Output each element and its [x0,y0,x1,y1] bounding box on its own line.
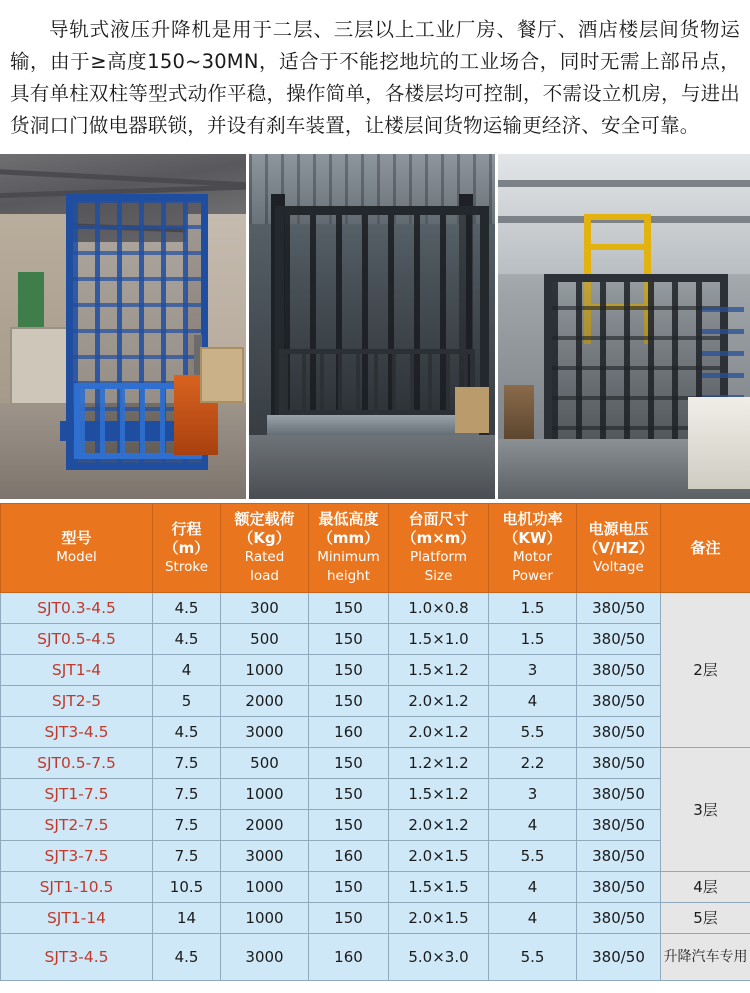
table-row [1,841,750,872]
cell-voltage: 380/50 [577,779,661,810]
cell-voltage: 380/50 [577,717,661,748]
cell-min-height: 150 [309,872,389,903]
table-row [1,655,750,686]
col-header-load-cn: 额定载荷 [234,510,295,528]
table-row [1,717,750,748]
cell-power: 5.5 [489,841,577,872]
cell-remark: 5层 [661,903,750,934]
metal-drum [504,385,534,439]
cell-stroke: 7.5 [153,748,221,779]
col-header-voltage [577,504,661,593]
col-header-minh-en2: height [326,568,371,584]
col-header-minh-cn: 最低高度 [318,510,379,528]
cell-power: 4 [489,810,577,841]
cell-load: 2000 [221,810,309,841]
cell-model: SJT1-7.5 [1,779,153,810]
ceiling-beam [498,180,750,187]
col-header-voltage-cn: 电源电压 [588,519,649,538]
cell-power: 3 [489,655,577,686]
cell-voltage: 380/50 [577,841,661,872]
cell-power: 4 [489,903,577,934]
cell-min-height: 160 [309,841,389,872]
product-description [0,0,750,148]
cell-platform: 2.0×1.5 [389,841,489,872]
table-header-row [1,504,750,593]
cell-platform: 1.5×1.0 [389,624,489,655]
cell-load: 500 [221,624,309,655]
cell-load: 1000 [221,779,309,810]
col-header-minh-en1: Minimum [317,549,380,565]
cell-power: 5.5 [489,717,577,748]
cell-load: 500 [221,748,309,779]
col-header-power-en2: Power [512,568,553,584]
col-header-model-cn: 型号 [61,529,92,547]
cell-voltage: 380/50 [577,872,661,903]
cell-power: 5.5 [489,934,577,981]
cell-model: SJT0.5-4.5 [1,624,153,655]
cell-min-height: 150 [309,779,389,810]
col-header-stroke-cn: 行程 [171,519,202,538]
col-header-stroke-unit: （m） [163,538,210,557]
cell-power: 3 [489,779,577,810]
cell-min-height: 150 [309,903,389,934]
col-header-platform-cn: 台面尺寸 [408,510,469,528]
cell-min-height: 150 [309,810,389,841]
cell-remark: 3层 [661,748,750,872]
cell-load: 3000 [221,934,309,981]
cell-voltage: 380/50 [577,593,661,624]
col-header-platform-en2: Size [424,568,453,584]
cell-stroke: 4.5 [153,717,221,748]
cell-min-height: 150 [309,624,389,655]
cell-min-height: 150 [309,748,389,779]
col-header-rated-load [221,504,309,593]
col-header-power-unit: （KW） [503,529,562,547]
col-header-platform-size [389,504,489,593]
cell-stroke: 7.5 [153,810,221,841]
col-header-load-en2: load [250,568,279,584]
cell-voltage: 380/50 [577,810,661,841]
cell-model: SJT0.5-7.5 [1,748,153,779]
cell-power: 1.5 [489,624,577,655]
cell-platform: 1.5×1.2 [389,655,489,686]
table-row [1,810,750,841]
cell-platform: 2.0×1.5 [389,903,489,934]
col-header-platform-en1: Platform [410,549,467,565]
table-row [1,686,750,717]
cell-min-height: 150 [309,686,389,717]
col-header-platform-unit: （m×m） [401,529,476,547]
cell-stroke: 7.5 [153,779,221,810]
col-header-load-unit: （Kg） [238,529,291,547]
cell-model: SJT3-4.5 [1,717,153,748]
cell-stroke: 14 [153,903,221,934]
floor [249,435,495,499]
cell-remark: 升降汽车专用 [661,934,750,981]
cell-load: 2000 [221,686,309,717]
cell-stroke: 4.5 [153,934,221,981]
cell-voltage: 380/50 [577,934,661,981]
table-row [1,934,750,981]
cell-voltage: 380/50 [577,655,661,686]
col-header-remark [661,504,750,593]
specification-table [0,503,750,981]
cell-min-height: 160 [309,717,389,748]
col-header-model-en: Model [56,549,97,565]
platform-railing [279,349,475,415]
cell-power: 1.5 [489,593,577,624]
cell-remark: 2层 [661,593,750,748]
col-header-load-en1: Rated [244,549,285,565]
cell-platform: 1.0×0.8 [389,593,489,624]
cell-load: 3000 [221,841,309,872]
table-row [1,593,750,624]
cell-min-height: 160 [309,934,389,981]
cell-platform: 2.0×1.2 [389,810,489,841]
product-photo-strip [0,154,750,499]
cell-model: SJT3-7.5 [1,841,153,872]
cell-stroke: 7.5 [153,841,221,872]
table-row [1,748,750,779]
cardboard-box [455,387,489,433]
table-head [1,504,750,593]
cell-power: 2.2 [489,748,577,779]
cell-platform: 1.5×1.5 [389,872,489,903]
product-photo-3 [498,154,750,499]
cell-power: 4 [489,872,577,903]
cell-remark: 4层 [661,872,750,903]
col-header-power-en1: Motor [512,549,552,565]
platform-deck [267,415,479,437]
cell-load: 1000 [221,655,309,686]
cell-model: SJT2-7.5 [1,810,153,841]
col-header-voltage-unit: （V/HZ） [583,538,654,557]
cell-load: 1000 [221,872,309,903]
cell-model: SJT1-14 [1,903,153,934]
cell-model: SJT0.3-4.5 [1,593,153,624]
col-header-remark-cn: 备注 [690,538,721,557]
cell-voltage: 380/50 [577,748,661,779]
cell-load: 3000 [221,717,309,748]
white-sack [688,397,750,489]
cell-voltage: 380/50 [577,903,661,934]
col-header-min-height [309,504,389,593]
cell-platform: 5.0×3.0 [389,934,489,981]
table-row [1,624,750,655]
cell-min-height: 150 [309,593,389,624]
wooden-crate [200,347,244,403]
col-header-power-cn: 电机功率 [502,510,563,528]
cell-platform: 2.0×1.2 [389,686,489,717]
col-header-stroke [153,504,221,593]
col-header-stroke-en: Stroke [164,558,209,575]
cell-stroke: 5 [153,686,221,717]
cell-model: SJT1-4 [1,655,153,686]
cell-stroke: 4.5 [153,624,221,655]
cell-voltage: 380/50 [577,624,661,655]
table-row [1,872,750,903]
cell-stroke: 4.5 [153,593,221,624]
cell-stroke: 10.5 [153,872,221,903]
cell-voltage: 380/50 [577,686,661,717]
product-photo-1 [0,154,246,499]
cell-platform: 2.0×1.2 [389,717,489,748]
cell-model: SJT3-4.5 [1,934,153,981]
cell-load: 1000 [221,903,309,934]
cell-platform: 1.5×1.2 [389,779,489,810]
cell-model: SJT1-10.5 [1,872,153,903]
col-header-motor-power [489,504,577,593]
cell-load: 300 [221,593,309,624]
workshop-door [10,327,70,405]
table-body [1,593,750,981]
cell-model: SJT2-5 [1,686,153,717]
cell-platform: 1.2×1.2 [389,748,489,779]
col-header-voltage-en: Voltage [593,558,644,575]
description-paragraph: 导轨式液压升降机是用于二层、三层以上工业厂房、餐厅、酒店楼层间货物运输，由于≥高度150~30MN，适合于不能挖地坑的工业场合，同时无需上部吊点，具有单柱双柱等型式动作平稳，操作简单，各楼层均可控制，不需设立机房，与进出货洞口门做电器联锁，并设有刹车装置，让楼层间货物运输更经济、安全可靠。 [10,18,740,137]
table-row [1,903,750,934]
cell-power: 4 [489,686,577,717]
cell-stroke: 4 [153,655,221,686]
table-row [1,779,750,810]
col-header-minh-unit: （mm） [317,529,380,547]
product-photo-2 [249,154,495,499]
col-header-model [1,504,153,593]
cell-min-height: 150 [309,655,389,686]
